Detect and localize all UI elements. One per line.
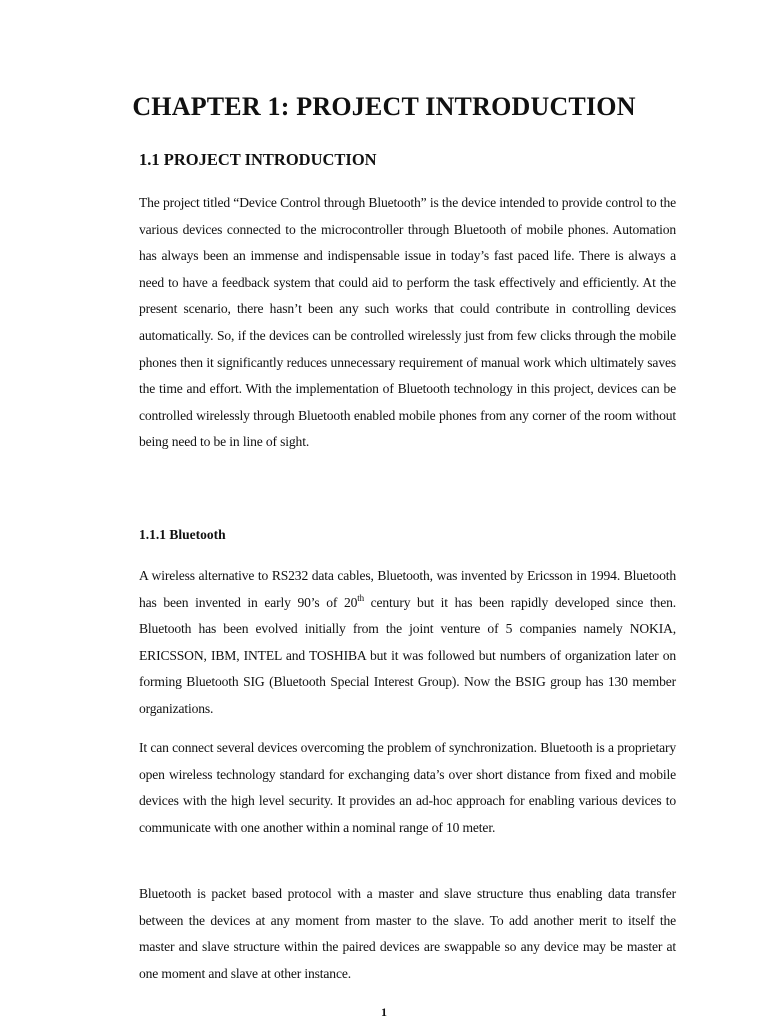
section-heading: 1.1 PROJECT INTRODUCTION <box>139 150 377 169</box>
paragraph-text-after-superscript: century but it has been rapidly developed since then. Bluetooth has been evolved initially from the joint venture of 5 companies namely NOKIA, ERICSSON, IBM, INTEL and TOSHIBA but it was followed but numbers of organization later on forming Bluetooth SIG (Bluetooth Special Interest Group). Now the BSIG group has 130 member organizations. <box>139 594 676 716</box>
subsection-heading: 1.1.1 Bluetooth <box>139 527 226 542</box>
paragraph-project-introduction: The project titled “Device Control through Bluetooth” is the device intended to provide control to the various devices connected to the microcontroller through Bluetooth of mobile phones. Automation has always been an immense and indispensable issue in today’s fast paced life. There is always a need to have a feedback system that could aid to perform the task effectively and efficiently. At the present scenario, there hasn’t been any such works that could contribute in controlling devices automatically. So, if the devices can be controlled wirelessly just from few clicks through the mobile phones then it significantly reduces unnecessary requirement of manual work which ultimately saves the time and effort. With the implementation of Bluetooth technology in this project, devices can be controlled wirelessly through Bluetooth enabled mobile phones from any corner of the room without being need to be in line of sight. <box>139 195 676 450</box>
paragraph-bluetooth-connectivity: It can connect several devices overcoming the problem of synchronization. Bluetooth is a proprietary open wireless technology standard for exchanging data’s over short distance from fixed and mobile devices with the high level security. It provides an ad-hoc approach for enabling various devices to communicate with one another within a nominal range of 10 meter. <box>139 740 676 835</box>
chapter-title: CHAPTER 1: PROJECT INTRODUCTION <box>132 92 636 121</box>
ordinal-superscript: th <box>357 592 364 603</box>
paragraph-bluetooth-history <box>139 563 676 723</box>
paragraph-text-before-superscript: A wireless alternative to RS232 data cables, Bluetooth, was invented by Ericsson in 1994. Bluetooth has been invented in early 90’s of 20 <box>139 568 676 610</box>
paragraph-bluetooth-protocol: Bluetooth is packet based protocol with a master and slave structure thus enabling data transfer between the devices at any moment from master to the slave. To add another merit to itself the master and slave structure within the paired devices are swappable so any device may be master at one moment and slave at other instance. <box>139 886 676 981</box>
page-number: 1 <box>381 1005 387 1019</box>
